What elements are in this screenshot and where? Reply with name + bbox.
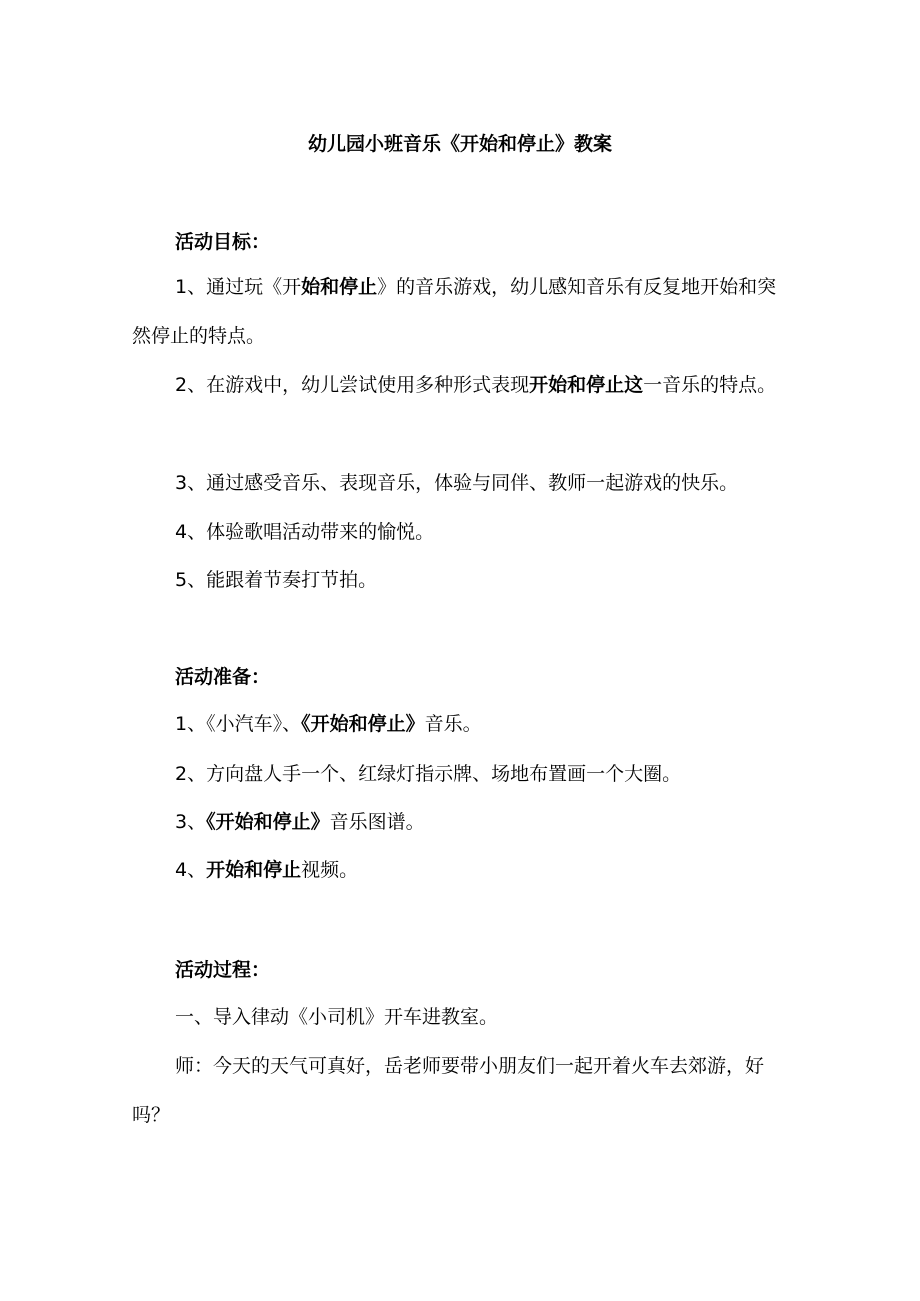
- section-heading-process: 活动过程：: [175, 959, 271, 981]
- document-title: 幼儿园小班音乐《开始和停止》教案: [307, 133, 612, 155]
- process-item-1: 一、导入律动《小司机》开车进教室。: [175, 1006, 499, 1028]
- goal-item-3: 3、通过感受音乐、表现音乐，体验与同伴、教师一起游戏的快乐。: [175, 472, 739, 494]
- prep-item-3: 3、《开始和停止》音乐图谱。: [175, 811, 425, 833]
- prep-item-1: 1、《小汽车》、《开始和停止》音乐。: [175, 713, 482, 735]
- goal-item-5: 5、能跟着节奏打节拍。: [175, 569, 378, 591]
- section-heading-goals: 活动目标：: [175, 231, 271, 253]
- goal-item-4: 4、体验歌唱活动带来的愉悦。: [175, 521, 435, 543]
- prep-item-4: 4、开始和停止视频。: [175, 859, 359, 881]
- section-heading-prep: 活动准备：: [175, 666, 271, 688]
- process-item-2: 师：今天的天气可真好，岳老师要带小朋友们一起开着火车去郊游，好吗？: [132, 1055, 765, 1126]
- prep-item-2: 2、方向盘人手一个、红绿灯指示牌、场地布置画一个大圈。: [175, 763, 682, 785]
- goal-item-2: 2、在游戏中，幼儿尝试使用多种形式表现开始和停止这一音乐的特点。: [175, 374, 777, 396]
- goal-item-1: 1、通过玩《开始和停止》的音乐游戏，幼儿感知音乐有反复地开始和突然停止的特点。: [132, 276, 777, 347]
